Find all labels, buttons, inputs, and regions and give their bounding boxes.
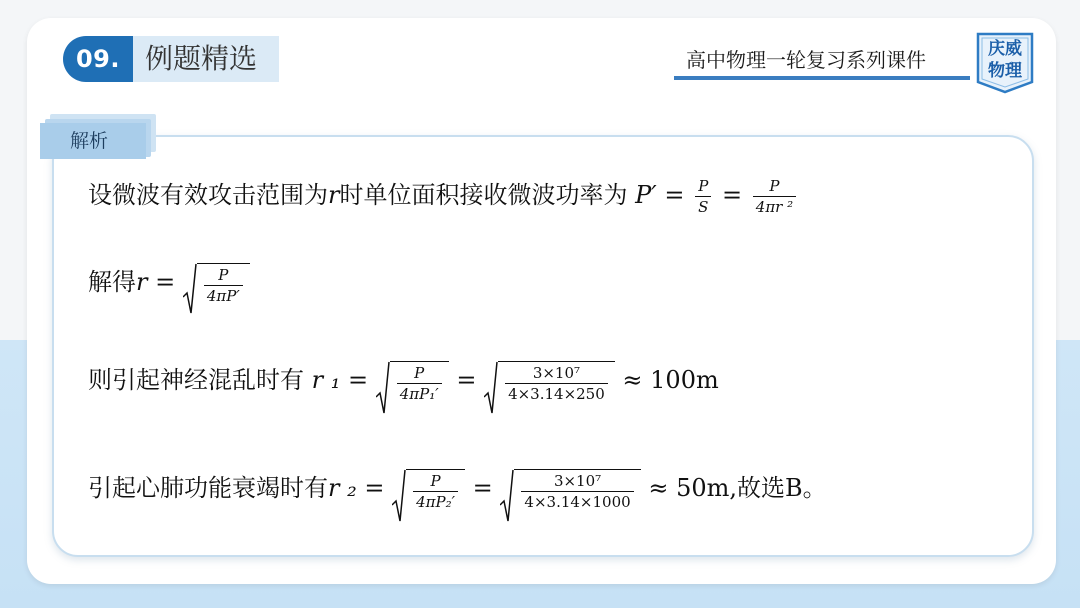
line2-text: 解得: [88, 268, 136, 296]
line1-lhs: P′ =: [635, 181, 685, 209]
radical-icon: [376, 361, 390, 403]
line4-sqrt-2: [500, 469, 640, 511]
line1-f1-num: P: [698, 177, 709, 195]
line3-lhs: r ₁ =: [311, 366, 369, 394]
line4-f2-den: 4×3.14×1000: [521, 491, 633, 511]
solution-line-3: [88, 360, 719, 403]
line2-fraction: [204, 266, 243, 305]
line3-f2-den: 4×3.14×250: [505, 383, 608, 403]
line4-fraction-2: [521, 472, 633, 511]
line2-f-num: P: [218, 265, 229, 284]
line1-text2: 时单位面积接收微波功率为: [339, 181, 628, 209]
line2-sqrt: [183, 263, 250, 305]
badge-line-1: 庆威: [988, 39, 1022, 59]
line3-f1-num: P: [414, 363, 425, 382]
line1-f2-num: P: [769, 177, 780, 195]
line2-f-den: 4πP′: [204, 285, 243, 305]
line1-f1-den: S: [695, 196, 711, 216]
line3-sqrt-2: [484, 361, 615, 403]
line3-sqrt-1: [376, 361, 449, 403]
subtitle-underline: [674, 76, 970, 80]
line4-f1-num: P: [430, 471, 441, 490]
line1-equals: =: [722, 181, 743, 209]
line3-fraction-2: [505, 364, 608, 403]
badge-line-2: 物理: [988, 61, 1022, 81]
radical-icon: [392, 469, 406, 511]
line4-result: ≈ 50m,故选B。: [648, 474, 827, 502]
line4-text: 引起心肺功能衰竭时有: [88, 474, 328, 502]
line4-lhs: r ₂ =: [328, 474, 385, 502]
line4-equals: =: [472, 474, 493, 502]
line3-result: ≈ 100m: [622, 366, 719, 394]
line1-fraction-1: [695, 177, 711, 216]
line4-fraction-1: [413, 472, 458, 511]
radical-icon: [183, 263, 197, 305]
brand-badge: [972, 28, 1038, 94]
analysis-tab: 解析: [40, 123, 146, 159]
line2-lhs: r =: [136, 268, 176, 296]
line3-fraction-1: [397, 364, 442, 403]
line4-sqrt-1: [392, 469, 465, 511]
line3-f1-den: 4πP₁′: [397, 383, 442, 403]
line3-equals: =: [456, 366, 477, 394]
line1-fraction-2: [753, 177, 796, 216]
section-number: 09.: [63, 36, 133, 82]
line1-r: r: [328, 181, 340, 209]
line3-text: 则引起神经混乱时有: [88, 366, 304, 394]
page-title: 例题精选: [133, 36, 279, 82]
line1-f2-den: 4πr ²: [753, 196, 796, 216]
line4-f1-den: 4πP₂′: [413, 491, 458, 511]
line1-text: 设微波有效攻击范围为: [88, 181, 328, 209]
solution-line-1: [88, 175, 799, 216]
radical-icon: [484, 361, 498, 403]
course-subtitle: 高中物理一轮复习系列课件: [686, 48, 926, 72]
line4-f2-num: 3×10⁷: [553, 471, 602, 490]
radical-icon: [500, 469, 514, 511]
solution-line-4: [88, 468, 827, 511]
line3-f2-num: 3×10⁷: [532, 363, 581, 382]
solution-line-2: [88, 262, 250, 305]
